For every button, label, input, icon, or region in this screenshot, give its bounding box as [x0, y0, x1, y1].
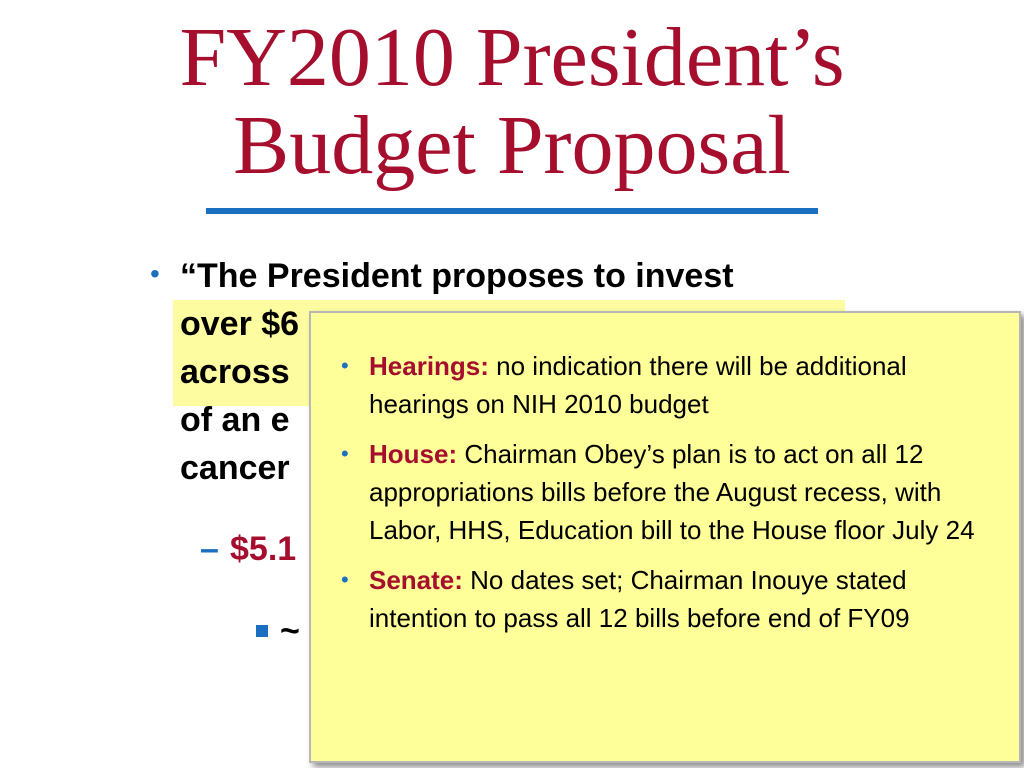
sub-bullet-text: $5.1	[230, 530, 297, 568]
callout-item-label: Senate:	[369, 565, 463, 595]
callout-item-text: no indication there will be additional hearings on NIH 2010 budget	[369, 351, 907, 419]
title-underline	[206, 208, 818, 214]
callout-item-label: House:	[369, 439, 458, 469]
callout-box	[309, 311, 1021, 763]
callout-item-text: No dates set; Chairman Inouye stated intention to pass all 12 bills before end of FY09	[369, 565, 910, 633]
bullet-dot-icon: •	[341, 353, 349, 378]
callout-item-hearings	[341, 347, 991, 423]
callout-item-house	[341, 435, 991, 549]
callout-item-senate	[341, 561, 991, 637]
main-bullet-line-3: across	[180, 353, 300, 391]
sub-bullet-dash-icon: –	[200, 530, 219, 568]
main-bullet-line-5: cancer	[180, 449, 290, 487]
callout-item-text: Chairman Obey’s plan is to act on all 12 appropriations bills before the August recess, with Labor, HHS, Education bill to the House floor July 24	[369, 439, 975, 545]
square-bullet-icon	[256, 625, 268, 637]
title-line-1: FY2010 President’s	[179, 11, 845, 104]
main-bullet-line-4: of an e	[180, 401, 290, 439]
bullet-dot-icon: •	[341, 567, 349, 592]
callout-list	[341, 347, 991, 649]
main-bullet-line-2: over $6	[180, 305, 300, 343]
callout-item-label: Hearings:	[369, 351, 489, 381]
slide-title	[0, 11, 1024, 192]
title-line-2: Budget Proposal	[233, 99, 791, 192]
main-bullet-line-1: “The President proposes to invest	[180, 257, 734, 295]
subsub-bullet-text: ~	[280, 612, 300, 650]
bullet-dot-icon: •	[341, 441, 349, 466]
bullet-dot-icon: •	[150, 258, 160, 289]
